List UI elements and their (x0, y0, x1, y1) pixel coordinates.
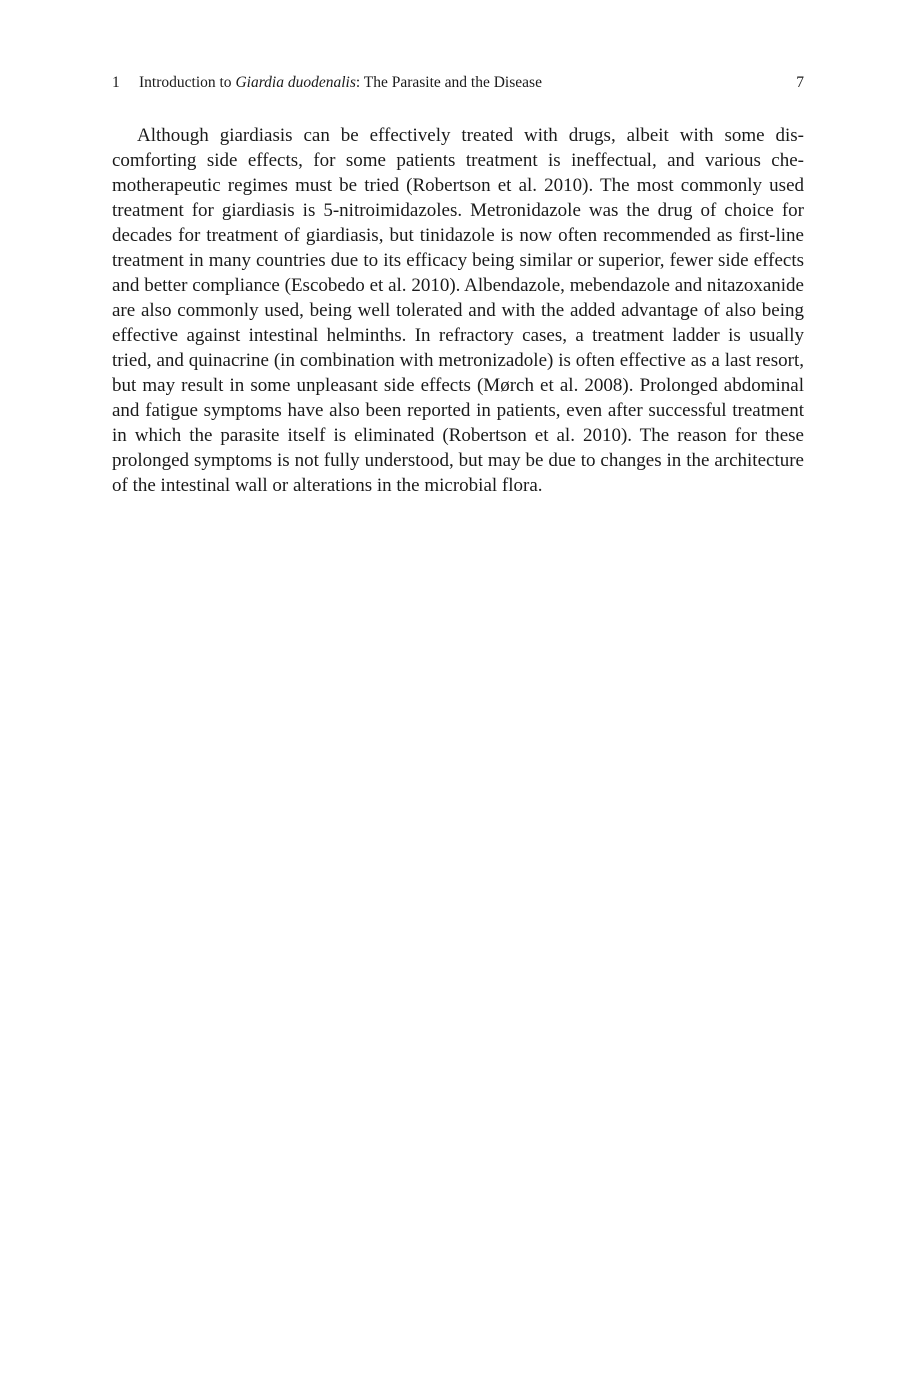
chapter-title-suffix: : The Parasite and the Disease (355, 74, 542, 91)
body-paragraph: Although giardiasis can be effectively treated with drugs, albeit with some discomforting side effects, for some patients treatment is ineffectual, and various chemotherapeutic regimes must be tried (Robertson et al. 2010). The most commonly used treatment for giardiasis is 5-nitroimidazoles. Metronidazole was the drug of choice for decades for treatment of giardiasis, but tinidazole is now often recommended as first-line treatment in many countries due to its efficacy being similar or superior, fewer side effects and better compliance (Escobedo et al. 2010). Albendazole, mebendazole and nitazoxanide are also commonly used, being well tolerated and with the added advantage of also being effective against intestinal helminths. In refractory cases, a treatment ladder is usually tried, and quinacrine (in combination with metronizadole) is often effective as a last resort, but may result in some unpleasant side effects (Mørch et al. 2008). Prolonged abdominal and fatigue symptoms have also been reported in patients, even after successful treatment in which the parasite itself is eliminated (Robertson et al. 2010). The reason for these prolonged symptoms is not fully understood, but may be due to changes in the architecture of the intestinal wall or alterations in the microbial flora. (112, 125, 804, 496)
chapter-title (139, 73, 542, 93)
chapter-number: 1 (112, 74, 120, 91)
page-number: 7 (796, 74, 804, 91)
running-head (112, 73, 804, 93)
chapter-title-prefix: Introduction to (139, 74, 236, 91)
chapter-title-italic: Giardia duodenalis (235, 74, 356, 91)
